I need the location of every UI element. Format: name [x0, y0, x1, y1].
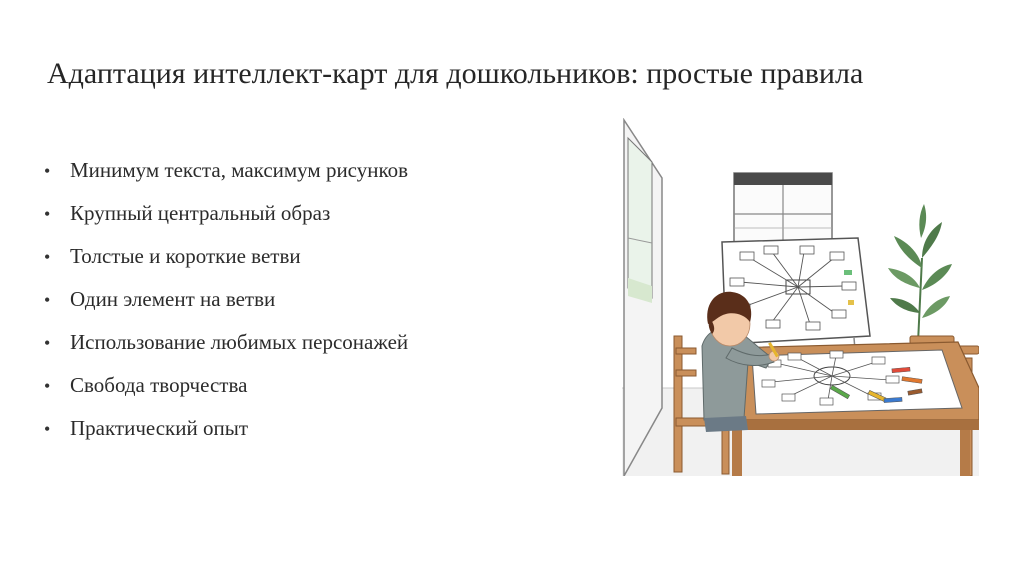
list-item-text: Один элемент на ветви [70, 287, 276, 311]
list-item-text: Свобода творчества [70, 373, 248, 397]
bullet-list [44, 158, 408, 459]
list-item [44, 158, 408, 201]
list-item [44, 373, 408, 416]
bullet-icon: • [44, 290, 51, 310]
bullet-icon: • [44, 204, 51, 224]
window [734, 173, 832, 243]
slide-title: Адаптация интеллект-карт для дошкольников: простые правила [47, 57, 864, 90]
list-item [44, 201, 408, 244]
list-item-text: Практический опыт [70, 416, 249, 440]
child-drawing-illustration [622, 118, 979, 476]
bullet-icon: • [44, 247, 51, 267]
bullet-icon: • [44, 161, 51, 181]
list-item [44, 244, 408, 287]
list-item [44, 330, 408, 373]
list-item [44, 416, 408, 459]
list-item-text: Толстые и короткие ветви [70, 244, 301, 268]
list-item-text: Минимум текста, максимум рисунков [70, 158, 409, 182]
list-item-text: Использование любимых персонажей [70, 330, 409, 354]
bullet-icon: • [44, 376, 51, 396]
list-item-text: Крупный центральный образ [70, 201, 331, 225]
bullet-icon: • [44, 333, 51, 353]
list-item [44, 287, 408, 330]
bullet-icon: • [44, 419, 51, 439]
